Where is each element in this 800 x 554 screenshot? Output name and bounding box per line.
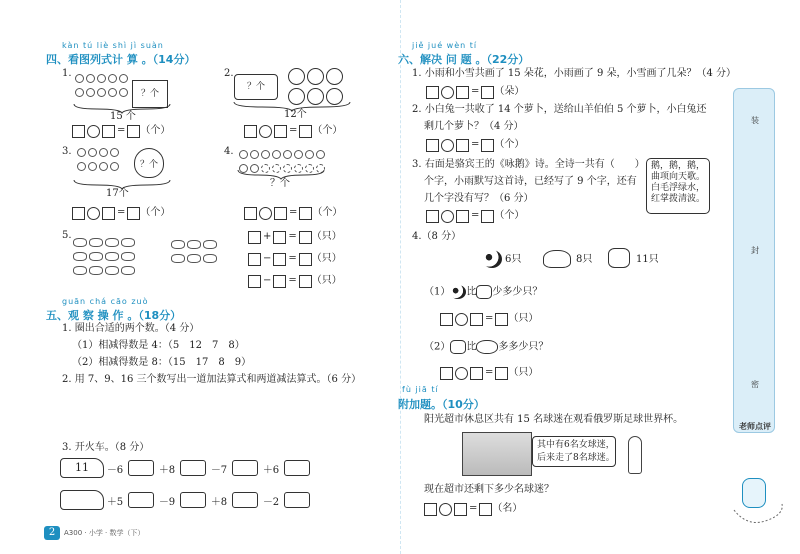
- q4-1-number: 1.: [62, 68, 72, 79]
- sec6-q1-answer: = （朵）: [426, 85, 524, 100]
- train-2: [60, 490, 312, 510]
- side-char: 装: [751, 116, 759, 125]
- extra-title: 附加题。（10分）: [398, 398, 485, 411]
- sec5-pinyin: guān chá cāo zuò: [62, 297, 149, 306]
- train-car-blank: [232, 460, 258, 476]
- panda-count: 6只: [505, 254, 522, 265]
- sec6-q3c: 几个字没有写？（6 分）: [424, 193, 534, 204]
- q4-4-unknown: ？个: [270, 178, 290, 189]
- panda-icon: [482, 250, 502, 268]
- q4-2-answer: = （个）: [244, 124, 342, 139]
- q4-1-answer: = （个）: [72, 124, 170, 139]
- extra-answer: = （名）: [424, 502, 522, 517]
- unit-label: （个）: [312, 207, 343, 218]
- sec6-q3-answer: = （个）: [426, 209, 524, 224]
- unit-label: （个）: [494, 210, 525, 221]
- q4-5-answer-3: − = （只）: [248, 274, 342, 289]
- train-2-engine: [60, 490, 104, 510]
- page-fold-divider: [400, 0, 401, 554]
- unit-label: （个）: [494, 139, 525, 150]
- train-op: ＋5: [106, 496, 124, 508]
- side-char: 密: [751, 380, 759, 389]
- animals-group-2: [170, 240, 240, 268]
- teacher-comment-label: 老师点评: [739, 421, 771, 431]
- sec4-title: 四、看图列式计 算 。（14分）: [46, 53, 196, 66]
- panda-icon: [450, 285, 466, 299]
- footer-text: A300 · 小学 · 数学（下）: [64, 529, 145, 537]
- train-op: －2: [262, 496, 280, 508]
- strawberries-picture: [76, 148, 136, 176]
- sub-compare: 比: [466, 286, 477, 298]
- unit-label: （只）: [508, 367, 539, 378]
- poem-line: 鹅，鹅，鹅，: [650, 161, 705, 171]
- train-1-engine: 11: [60, 458, 104, 478]
- q4-3-answer: = （个）: [72, 206, 170, 221]
- extra-text: 阳光超市休息区共有 15 名球迷在观看俄罗斯足球世界杯。: [424, 414, 684, 425]
- sub-label: （1）: [424, 286, 451, 298]
- dotted-path-decoration: [728, 500, 788, 530]
- q4-4-answer: = （个）: [244, 206, 342, 221]
- elephant-icon: [476, 340, 498, 354]
- train-car-blank: [128, 460, 154, 476]
- poem-box: [646, 158, 710, 214]
- speech-bubble: [532, 436, 616, 467]
- deer-icon: [450, 340, 466, 354]
- sec6-q2a: 2. 小白兔一共收了 14 个萝卜，送给山羊伯伯 5 个萝卜，小白兔还: [412, 104, 707, 115]
- unit-label: （只）: [508, 313, 539, 324]
- poem-line: 红掌拨清波。: [650, 194, 705, 204]
- poem-line: 曲项向天歌。: [650, 172, 705, 182]
- sec6-q2-answer: = （个）: [426, 138, 524, 153]
- sec6-q3a: 3. 右面是骆宾王的《咏鹅》诗。全诗一共有（ ）: [412, 159, 645, 170]
- extra-question: 现在超市还剩下多少名球迷？: [424, 484, 554, 495]
- sec5-q3: 3. 开火车。（8 分）: [62, 442, 150, 453]
- q4-2-number: 2.: [224, 68, 234, 79]
- tv-scene-picture: [462, 432, 532, 476]
- sub-compare: 比: [466, 341, 477, 353]
- binding-margin: [733, 88, 775, 433]
- sec6-q3b: 个字，小雨默写这首诗，已经写了 9 个字，还有: [424, 176, 637, 187]
- elephant-icon: [543, 250, 571, 268]
- q4-2-total: 12个: [284, 109, 307, 120]
- sub-question: 多多少只？: [498, 341, 549, 353]
- unit-label: （只）: [311, 275, 342, 286]
- bag-unknown: ？个: [134, 148, 164, 178]
- q4-3-number: 3.: [62, 146, 72, 157]
- train-1: [60, 458, 312, 478]
- q4-5-answer-1: + = （只）: [248, 230, 342, 245]
- unit-label: （个）: [140, 125, 171, 136]
- unit-label: （朵）: [494, 86, 525, 97]
- unit-label: （只）: [311, 253, 342, 264]
- unit-label: （只）: [311, 231, 342, 242]
- deer-count: 11只: [636, 254, 659, 265]
- extra-pinyin: fù jiā tí: [402, 385, 439, 394]
- q4-4-number: 4.: [224, 146, 234, 157]
- poem-line: 白毛浮绿水，: [650, 183, 705, 193]
- train-car-blank: [284, 460, 310, 476]
- page-number: 2: [44, 526, 60, 540]
- sec6-q2b: 剩几个萝卜？（4 分）: [424, 121, 524, 132]
- sec5-q1: 1. 圈出合适的两个数。（4 分）: [62, 323, 200, 334]
- container-unknown: ？个: [234, 74, 278, 100]
- train-car-blank: [128, 492, 154, 508]
- sec6-q4-2-answer: = （只）: [440, 366, 538, 381]
- deer-icon: [476, 285, 492, 299]
- unit-label: （名）: [492, 503, 523, 514]
- sec5-q2: 2. 用 7、9、16 三个数写出一道加法算式和两道减法算式。（6 分）: [62, 374, 362, 385]
- sub-label: （2）: [424, 341, 451, 353]
- sec6-q4-1: [424, 285, 542, 300]
- train-op: ＋8: [158, 464, 176, 476]
- train-op: ＋8: [210, 496, 228, 508]
- sec4-pinyin: kàn tú liè shì jì suàn: [62, 41, 164, 50]
- train-car-blank: [180, 492, 206, 508]
- sec6-pinyin: jiě jué wèn tí: [412, 41, 478, 50]
- unit-label: （个）: [140, 207, 171, 218]
- sec6-q4-1-answer: = （只）: [440, 312, 538, 327]
- sec5-title: 五、观 察 操 作 。（18分）: [46, 309, 182, 322]
- side-char: 封: [751, 246, 759, 255]
- sec6-q4: 4.（8 分）: [412, 231, 462, 242]
- q4-5-answer-2: − = （只）: [248, 252, 342, 267]
- elephant-count: 8只: [576, 254, 593, 265]
- train-op: －9: [158, 496, 176, 508]
- box-unknown: ？个: [132, 80, 168, 108]
- apples-picture: [74, 74, 129, 102]
- bubble-line-2: 后来走了8名球迷。: [537, 453, 615, 463]
- train-op: ＋6: [262, 464, 280, 476]
- sec5-q1a: （1）相减得数是 4：（5 12 7 8）: [72, 340, 245, 351]
- train-op: －6: [106, 464, 124, 476]
- train-op: －7: [210, 464, 228, 476]
- deer-icon: [608, 248, 630, 268]
- q4-3-total: 17个: [106, 188, 129, 199]
- q4-1-total: 15 个: [110, 111, 136, 122]
- bubble-line-1: 其中有6名女球迷，: [537, 440, 615, 450]
- sec6-q1: 1. 小雨和小雪共画了 15 朵花，小雨画了 9 朵，小雪画了几朵？（4 分）: [412, 68, 737, 79]
- train-car-blank: [232, 492, 258, 508]
- train-car-blank: [284, 492, 310, 508]
- sec5-q1b: （2）相减得数是 8：（15 17 8 9）: [72, 357, 252, 368]
- girl-picture: [628, 436, 642, 474]
- sec6-q4-2: [424, 340, 548, 355]
- sub-question: 少多少只？: [492, 286, 543, 298]
- train-car-blank: [180, 460, 206, 476]
- q4-5-number: 5.: [62, 230, 72, 241]
- animals-group-1: [72, 238, 162, 280]
- sec6-title: 六、解决 问 题 。（22分）: [398, 53, 530, 66]
- unit-label: （个）: [312, 125, 343, 136]
